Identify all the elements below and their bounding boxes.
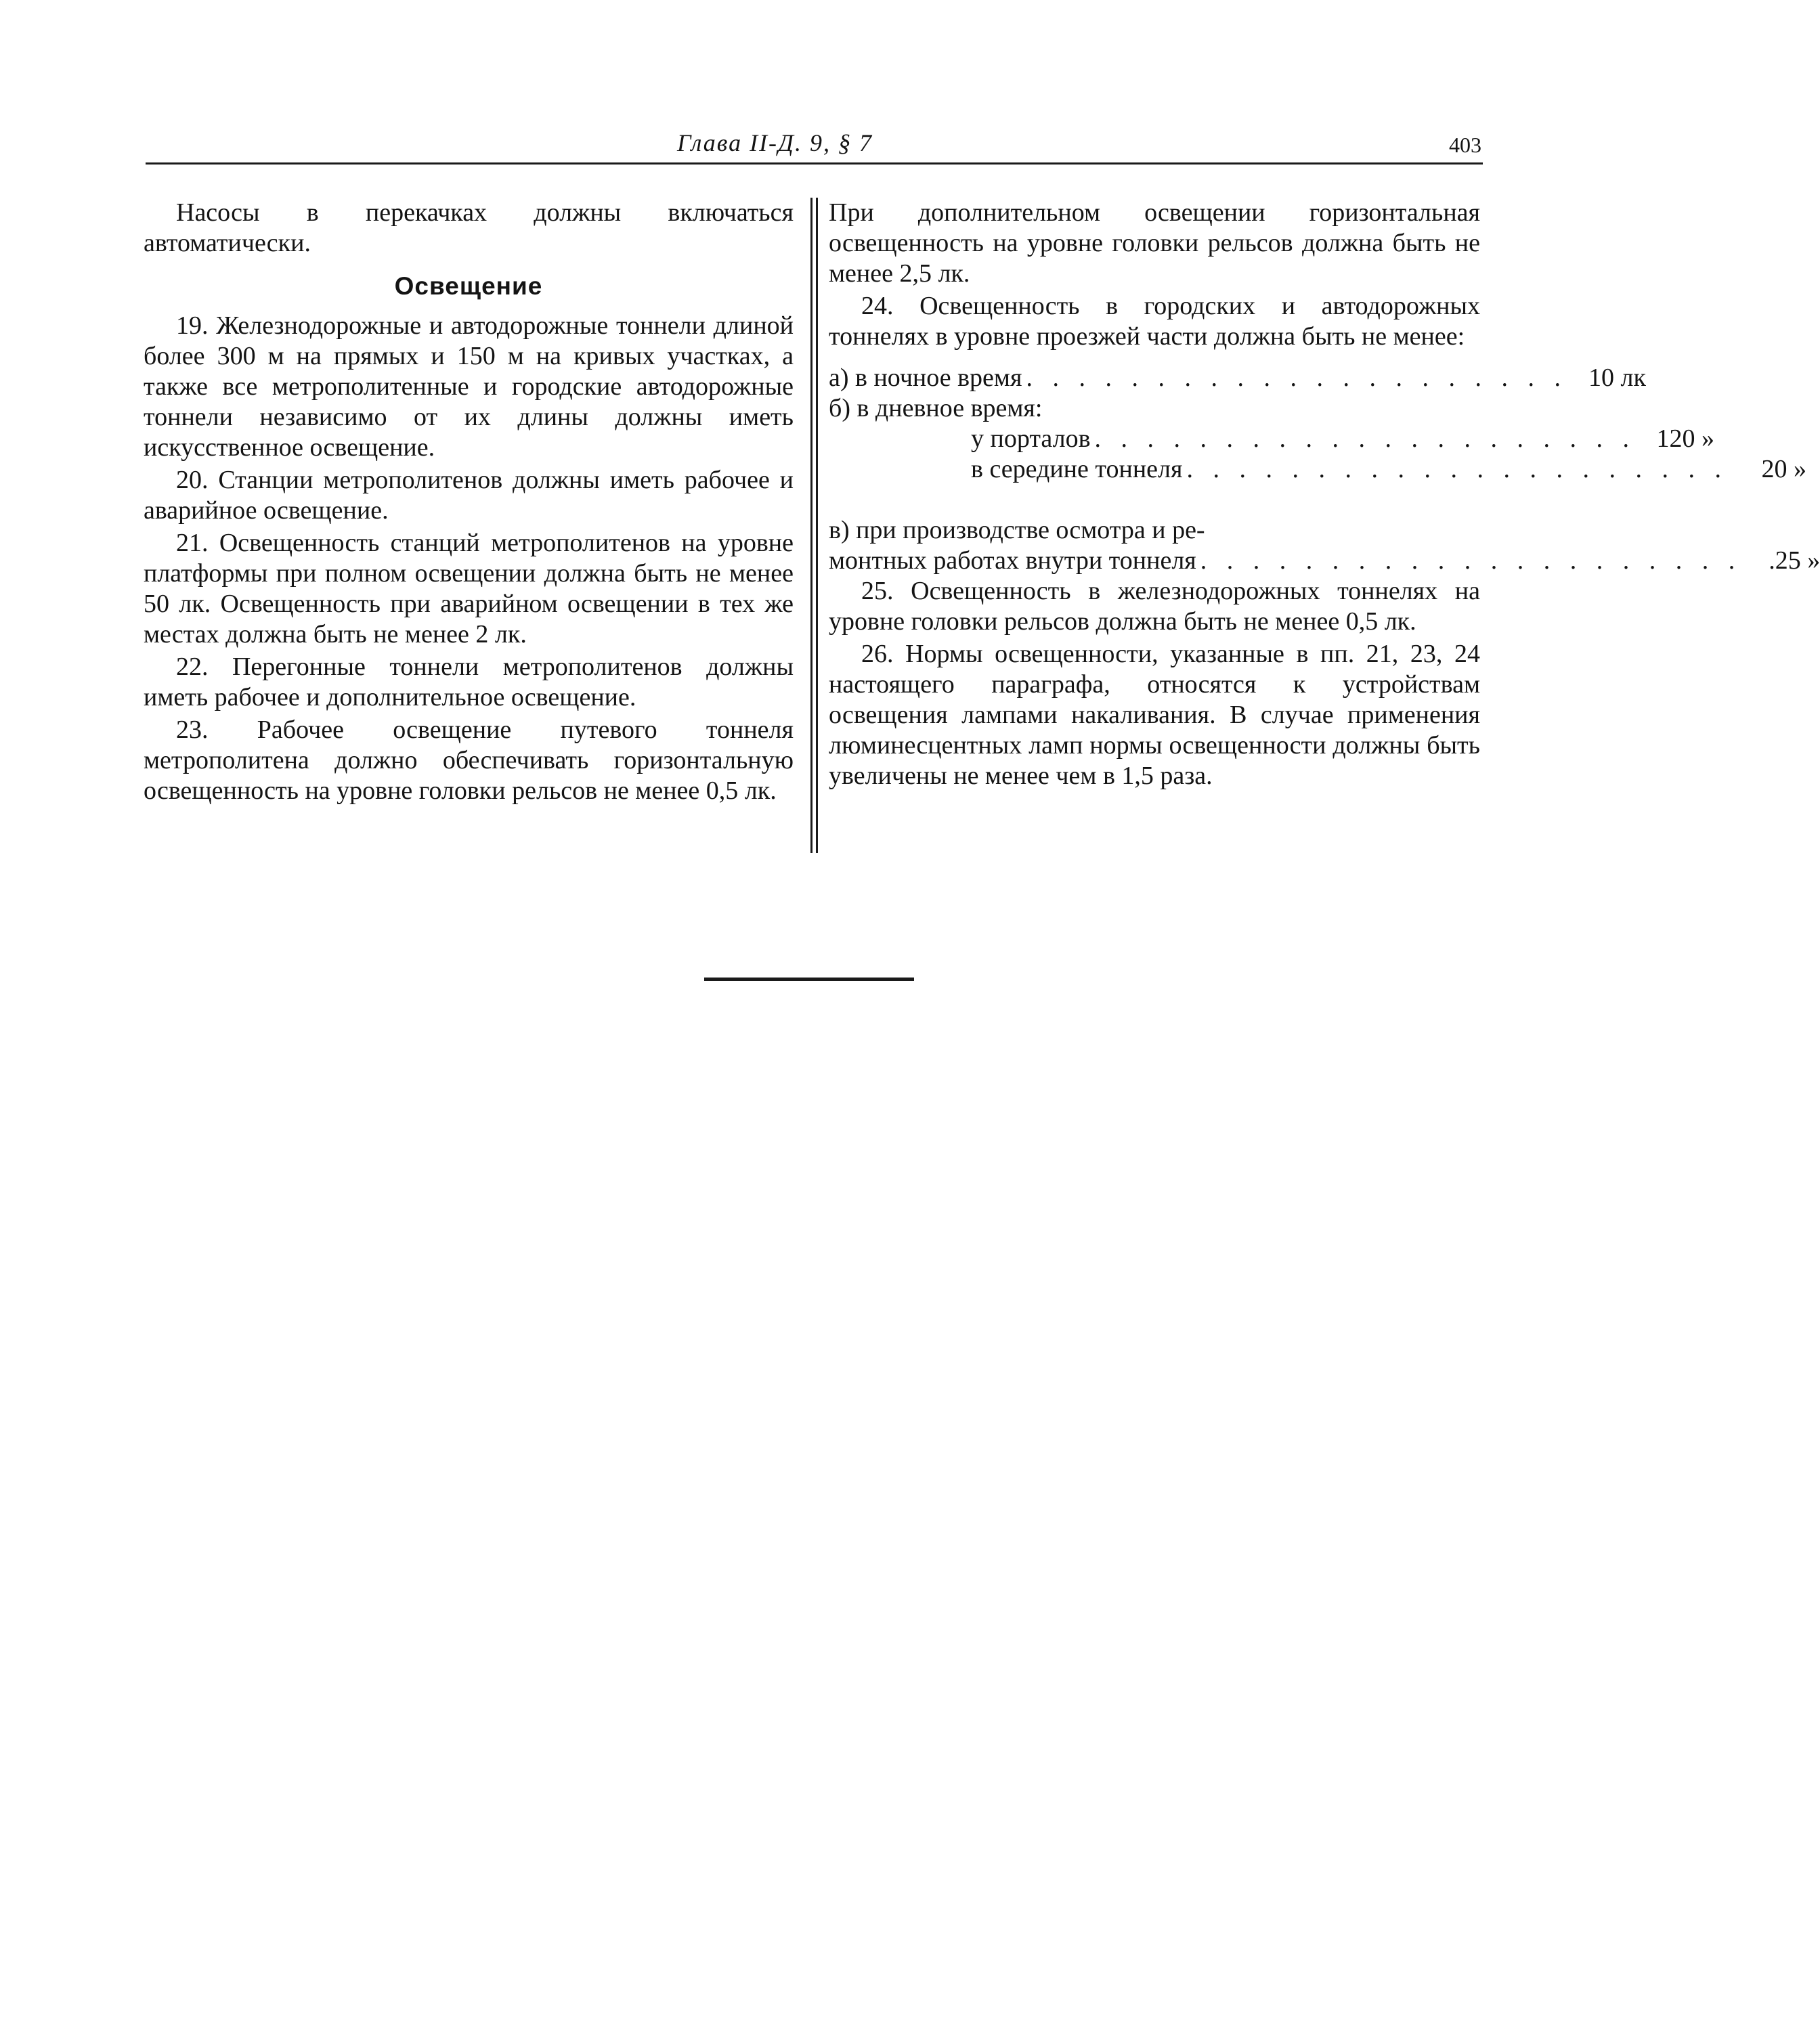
list-value-middle: 20 »: [1761, 455, 1806, 483]
list-value-night: 10 лк: [1588, 364, 1646, 392]
left-column: [144, 198, 794, 806]
list-item-night: [829, 363, 1646, 393]
list-value-portals: 120 »: [1656, 424, 1715, 453]
paragraph-24: 24. Освещенность в городских и автодорожных тоннелях в уровне проезжей части должна быть не менее:: [829, 292, 1480, 351]
leader-dots: . . . . . . . . . . . . . . . . . . . . .: [1094, 424, 1637, 453]
column-divider-right: [816, 198, 818, 853]
list-label-inspection-line1: в) при производстве осмотра и ре-: [829, 516, 1205, 544]
list-item-inspection-line1: [829, 515, 1480, 546]
header-rule: [146, 162, 1483, 164]
paragraph-22: 22. Перегонные тоннели метрополитенов должны иметь рабочее и дополнительное освещение.: [144, 653, 794, 711]
list-item-middle: [829, 454, 1806, 485]
paragraph-21: 21. Освещенность станций метрополитенов на уровне платформы при полном освещении должна быть не менее 50 лк. Освещенность при аварийном освещении в тех же местах должна быть не менее 2 лк.: [144, 529, 794, 649]
leader-dots: . . . . . . . . . . . . . . . . . . . . .: [1200, 546, 1742, 575]
paragraph-26: 26. Нормы освещенности, указанные в пп. 21, 23, 24 настоящего параграфа, относятся к устройствам освещения лампами накаливания. В случае применения люминесцентных ламп нормы освещенности должны быть увеличены не менее чем в 1,5 раза.: [829, 640, 1480, 790]
paragraph-additional-lighting: При дополнительном освещении горизонтальная освещенность на уровне головки рельсов должна быть не менее 2,5 лк.: [829, 198, 1480, 288]
leader-dots: . . . . . . . . . . . . . . . . . . . . .: [1186, 455, 1728, 483]
paragraph-19: 19. Железнодорожные и автодорожные тоннели длиной более 300 м на прямых и 150 м на кривых участках, а также все метрополитенные и городские автодорожные тоннели независимо от их длины должны иметь искусственное освещение.: [144, 311, 794, 462]
list-value-inspection: .25 »: [1769, 546, 1820, 575]
list-item-inspection: [829, 546, 1820, 576]
page-number: 403: [1449, 133, 1481, 157]
right-column: [829, 198, 1820, 791]
list-label-portals: у порталов: [971, 424, 1091, 453]
paragraph-pumps: Насосы в перекачках должны включаться автоматически.: [144, 198, 794, 257]
list-label-inspection: монтных работах внутри тоннеля: [829, 546, 1196, 575]
paragraph-23: 23. Рабочее освещение путевого тоннеля метрополитена должно обеспечивать горизонтальную освещенность на уровне головки рельсов не менее 0,5 лк.: [144, 716, 794, 805]
list-item-day: [829, 393, 1480, 424]
section-heading: Освещение: [394, 272, 543, 300]
list-label-day: б) в дневное время:: [829, 394, 1043, 422]
list-label-night: а) в ночное время: [829, 364, 1022, 392]
leader-dots: . . . . . . . . . . . . . . . . . . . . .: [1026, 364, 1567, 392]
illuminance-list: [829, 363, 1820, 576]
list-item-portals: [829, 424, 1715, 454]
paragraph-25: 25. Освещенность в железнодорожных тоннелях на уровне головки рельсов должна быть не менее 0,5 лк.: [829, 577, 1480, 636]
list-label-middle: в середине тоннеля: [971, 455, 1183, 483]
end-rule: [704, 978, 914, 981]
chapter-title: Глава II-Д. 9, § 7: [677, 129, 873, 156]
column-divider-left: [810, 198, 812, 853]
paragraph-20: 20. Станции метрополитенов должны иметь рабочее и аварийное освещение.: [144, 466, 794, 525]
